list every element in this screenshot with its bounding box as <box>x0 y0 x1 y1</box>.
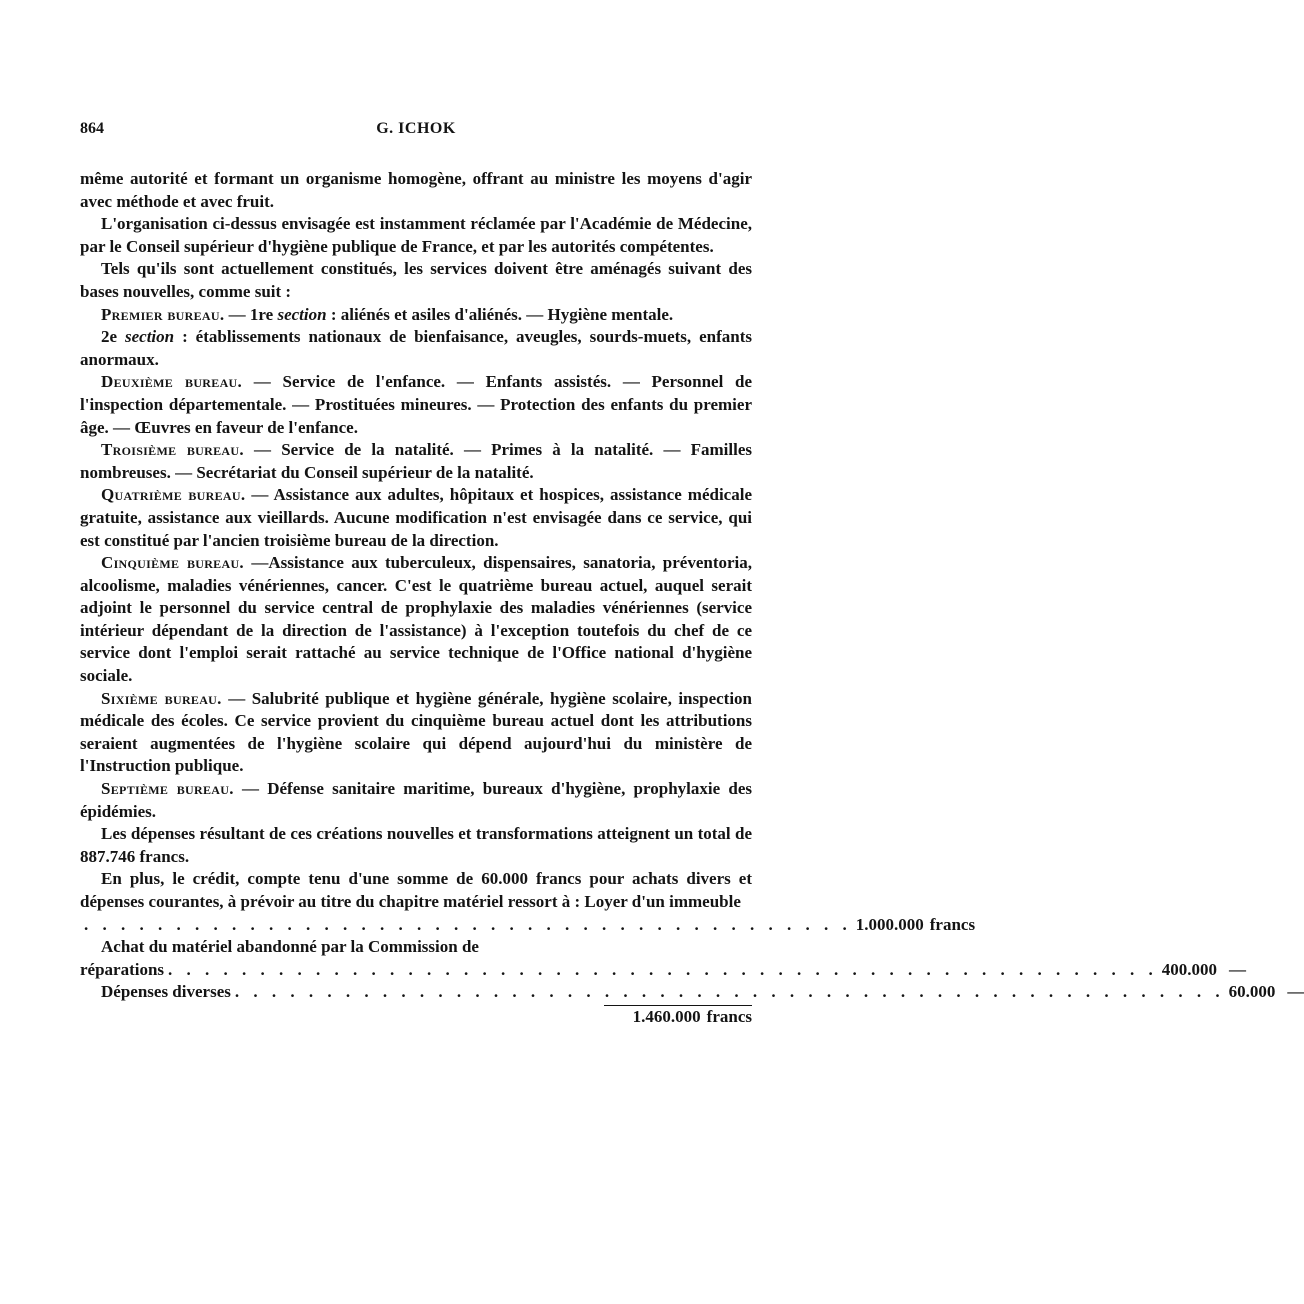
bureau-2 <box>80 371 752 439</box>
bureau-text: — Service de l'enfance. — Enfants assistés. — Personnel de l'inspection départementale. — Prostituées mineures. — Protection des enfants du premier âge. — Œuvres en faveur de l'enfance. <box>80 372 753 437</box>
bureau-label: Troisième bureau. <box>101 440 244 460</box>
page-number: 864 <box>80 120 104 137</box>
expense-label: Dépenses diverses <box>101 982 231 1002</box>
bureau-text: : aliénés et asiles d'aliénés. — Hygiène mentale. <box>330 304 674 324</box>
leader-dots: . . . . . . . . . . . . . . . . . . . . . . . . . . . . . . . . . . . . . . . . . . . . . . . . . . . . . . <box>234 982 1225 1002</box>
paragraph: L'organisation ci-dessus envisagée est instamment réclamée par l'Académie de Médecine, par le Conseil supérieur d'hygiène publique de France, et par les autorités compétentes. <box>80 214 752 256</box>
bureau-text: : établissements nationaux de bienfaisance, aveugles, sourds-muets, enfants anormaux. <box>80 327 752 369</box>
bureau-1: Premier bureau. — 1re section : aliénés et asiles d'aliénés. — Hygiène mentale. <box>101 304 674 324</box>
credit-text: En plus, le crédit, compte tenu d'une somme de 60.000 francs pour achats divers et dépenses courantes, à prévoir au titre du chapitre matériel ressort à : Loyer d'un immeuble <box>80 869 752 911</box>
running-head-author: G. ICHOK <box>376 120 456 137</box>
expense-label: Achat du matériel abandonné par la Commission de <box>101 937 479 957</box>
expense-unit: — <box>1229 959 1247 979</box>
expense-label: réparations <box>80 959 165 979</box>
section-word: section <box>125 327 175 347</box>
bureau-5 <box>80 552 752 688</box>
paragraph: Tels qu'ils sont actuellement constitués, les services doivent être aménagés suivant des bases nouvelles, comme suit : <box>80 259 752 301</box>
total-amount: 1.460.000 <box>632 1006 701 1026</box>
total-unit: francs <box>706 1006 752 1026</box>
leader-dots: . . . . . . . . . . . . . . . . . . . . . . . . . . . . . . . . . . . . . . . . . . . . . . . . . . . . . . <box>168 959 1158 979</box>
expense-amount: 400.000 <box>1161 959 1218 979</box>
bureau-text: — Salubrité publique et hygiène générale, hygiène scolaire, inspection médicale des écoles. Ce service provient du cinquième bureau actuel dont les attributions seraient augmentées de l'hygiène scolaire qui dépend aujourd'hui du ministère de l'Instruction publique. <box>80 688 752 776</box>
bureau-3 <box>80 439 752 484</box>
section-word: section <box>277 304 327 324</box>
expense-unit: francs <box>929 914 976 934</box>
section-number: 2e <box>101 327 118 347</box>
bureau-label: Deuxième bureau. <box>101 372 243 392</box>
bureau-7 <box>80 778 752 823</box>
expense-row-loyer <box>80 914 976 937</box>
expense-row-achat <box>80 959 1247 982</box>
paragraph: même autorité et formant un organisme homogène, offrant au ministre les moyens d'agir avec méthode et avec fruit. <box>80 169 752 211</box>
bureau-text: —Assistance aux tuberculeux, dispensaires, sanatoria, préventoria, alcoolisme, maladies vénériennes, cancer. C'est le quatrième bureau actuel, auquel serait adjoint le personnel du service central de prophylaxie des maladies vénériennes (service intérieur dépendant de la direction de l'assistance) à l'exception toutefois du chef de ce service dont l'emploi serait rattaché au service technique de l'Office national d'hygiène sociale. <box>80 553 753 686</box>
running-header <box>80 120 752 144</box>
paragraph: Les dépenses résultant de ces créations nouvelles et transformations atteignent un total de 887.746 francs. <box>80 824 752 866</box>
bureau-4 <box>80 484 752 552</box>
bureau-text: — Assistance aux adultes, hôpitaux et hospices, assistance médicale gratuite, assistance aux vieillards. Aucune modification n'est envisagée dans ce service, qui est constitué par l'ancien troisième bureau de la direction. <box>80 485 752 550</box>
bureau-text: — Défense sanitaire maritime, bureaux d'hygiène, prophylaxie des épidémies. <box>80 779 752 821</box>
page-body <box>80 168 1304 1029</box>
expense-row-diverses <box>80 981 1304 1004</box>
leader-dots: . . . . . . . . . . . . . . . . . . . . . . . . . . . . . . . . . . . . . . . . . . <box>84 914 852 934</box>
expense-amount: 1.000.000 <box>855 914 924 934</box>
bureau-label: Quatrième bureau. <box>101 485 246 505</box>
expense-unit: — <box>1287 982 1304 1002</box>
section-number: 1re <box>249 304 274 324</box>
bureau-label: Sixième bureau. <box>101 688 222 708</box>
bureau-label: Septième bureau. <box>101 779 234 799</box>
bureau-1-section-2 <box>80 326 752 371</box>
bureau-label: Cinquième bureau. <box>101 553 244 573</box>
expense-total <box>80 1006 752 1029</box>
bureau-text: — Service de la natalité. — Primes à la natalité. — Familles nombreuses. — Secrétariat du Conseil supérieur de la natalité. <box>80 440 752 482</box>
bureau-label: Premier bureau. <box>101 304 225 324</box>
expense-amount: 60.000 <box>1228 982 1276 1002</box>
bureau-6 <box>80 688 752 778</box>
credit-paragraph <box>80 868 752 913</box>
